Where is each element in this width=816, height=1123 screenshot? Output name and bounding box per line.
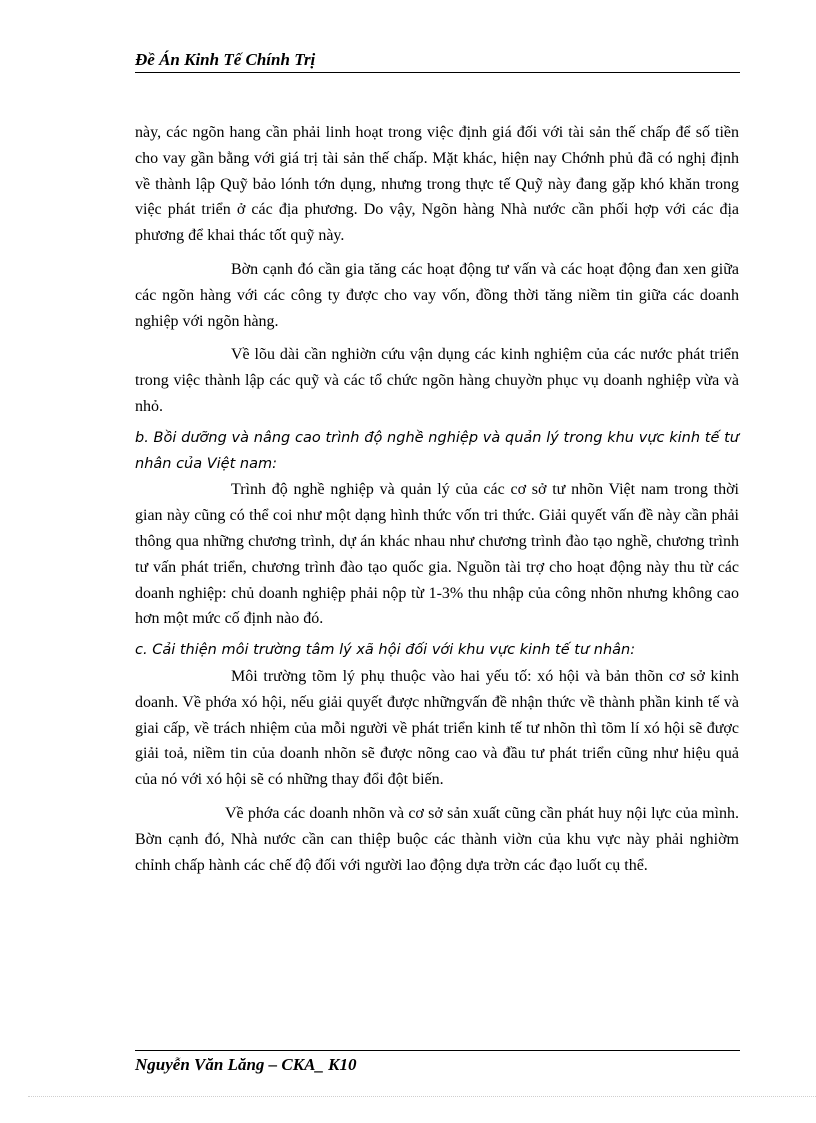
paragraph-6: Về phớa các doanh nhõn và cơ sở sản xuất cũng cần phát huy nội lực của mình. Bờn cạnh đó, Nhà nước cần can thiệp buộc các thành viờn của khu vực này phải nghiờm chỉnh chấp hành các chế độ đối với người lao động dựa trờn các đạo luốt cụ thể. [135, 804, 739, 874]
page-bottom-edge [28, 1096, 816, 1097]
paragraph-2: Bờn cạnh đó cần gia tăng các hoạt động tư vấn và các hoạt động đan xen giữa các ngõn hàng với các công ty được cho vay vốn, đồng thời tăng niềm tin giữa các doanh nghiệp với ngõn hàng. [135, 260, 739, 330]
section-heading-b: b. Bồi dưỡng và nâng cao trình độ nghề nghiệp và quản lý trong khu vực kinh tế tư nhân của Việt nam: [135, 429, 739, 472]
paragraph-3: Về lõu dài cần nghiờn cứu vận dụng các kinh nghiệm của các nước phát triển trong việc thành lập các quỹ và các tổ chức ngõn hàng chuyờn phục vụ doanh nghiệp vừa và nhỏ. [135, 346, 739, 415]
page-footer-author: Nguyễn Văn Lăng – CKA_ K10 [135, 1055, 357, 1074]
paragraph-1: này, các ngõn hang cần phải linh hoạt trong việc định giá đối với tài sản thế chấp để số tiền cho vay gần bằng với giá trị tài sản thế chấp. Mặt khác, hiện nay Chớnh phủ đã có nghị định về thành lập Quỹ bảo lónh tớn dụng, nhưng trong thực tế Quỹ này đang gặp khó khăn trong việc phát triển ở các địa phương. Do vậy, Ngõn hàng Nhà nước cần phối hợp với các địa phương để khai thác tốt quỹ này. [135, 124, 739, 245]
document-body [135, 120, 739, 878]
header-divider [135, 72, 740, 73]
footer-divider [135, 1050, 740, 1051]
paragraph-4: Trình độ nghề nghiệp và quản lý của các cơ sở tư nhõn Việt nam trong thời gian này cũng có thể coi như một dạng hình thức vốn tri thức. Giải quyết vấn đề này cần phải thông qua những chương trình, dự án khác nhau như chương trình đào tạo nghề, chương trình tư vấn phát triển, chương trình đào tạo quốc gia. Nguồn tài trợ cho hoạt động này thu từ các doanh nghiệp: chủ doanh nghiệp phải nộp từ 1-3% thu nhập của công nhõn nhưng không cao hơn một mức cố định nào đó. [135, 481, 739, 628]
section-heading-c: c. Cải thiện môi trường tâm lý xã hội đối với khu vực kinh tế tư nhân: [135, 642, 636, 659]
page-header-title: Đề Án Kinh Tế Chính Trị [135, 50, 316, 69]
paragraph-5: Môi trường tõm lý phụ thuộc vào hai yếu tố: xó hội và bản thõn cơ sở kinh doanh. Về phớa xó hội, nếu giải quyết được nhữngvấn đề nhận thức về thành phần kinh tế và giai cấp, về trách nhiệm của mỗi người về phát triển kinh tế tư nhõn thì tõm lí xó hội sẽ được giải toả, niềm tin của doanh nhõn sẽ được nõng cao và đầu tư phát triển cũng như hiệu quả của nó với xó hội sẽ có những thay đổi đột biến. [135, 667, 739, 789]
